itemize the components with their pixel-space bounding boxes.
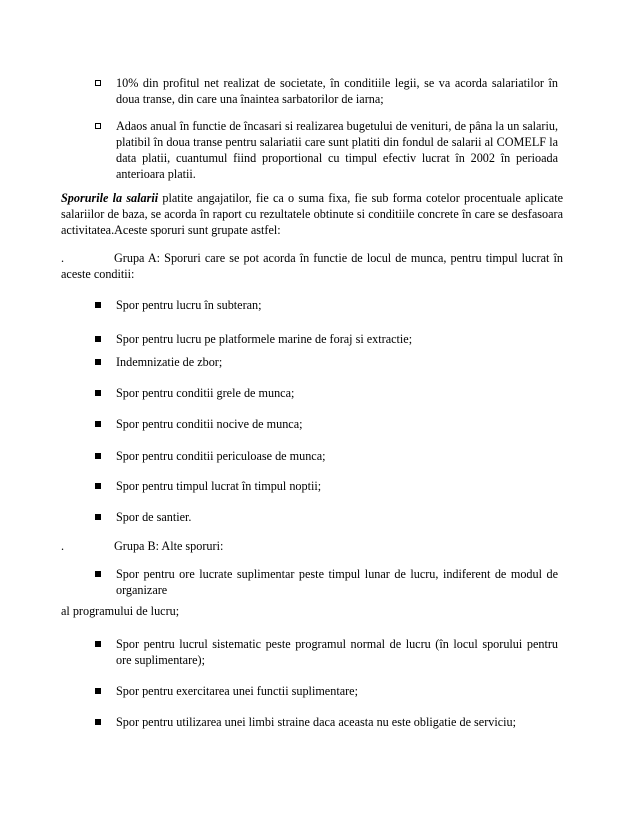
filled-square-bullet-icon: [95, 416, 101, 432]
list-item-text: Indemnizatie de zbor;: [116, 355, 223, 369]
filled-square-bullet-icon: [95, 354, 101, 370]
filled-square-bullet-icon: [95, 636, 101, 652]
list-item-text: Spor pentru timpul lucrat în timpul noptii;: [116, 479, 322, 493]
group-a-text: Grupa A: Sporuri care se pot acorda în functie de locul de munca, pentru timpul lucrat în aceste conditii:: [61, 251, 563, 281]
group-b-text: Grupa B: Alte sporuri:: [114, 539, 224, 553]
filled-square-bullet-icon: [95, 478, 101, 494]
filled-square-bullet-icon: [95, 683, 101, 699]
filled-square-bullet-icon: [95, 714, 101, 730]
hollow-square-bullet-icon: [95, 118, 101, 134]
paragraph-text: platite angajatilor, fie ca o suma fixa, fie sub forma cotelor procentuale aplicate salariilor de baza, se acorda în raport cu rezultatele obtinute si conditiile concrete în care se desfasoara activitatea.Aceste sporuri sunt grupate astfel:: [61, 191, 563, 237]
list-item-text: Spor pentru conditii grele de munca;: [116, 386, 295, 400]
filled-square-bullet-icon: [95, 448, 101, 464]
hollow-square-bullet-icon: [95, 75, 101, 91]
filled-square-bullet-icon: [95, 331, 101, 347]
list-item-text: Spor pentru lucrul sistematic peste programul normal de lucru (în locul sporului pentru ore suplimentare);: [116, 637, 558, 667]
filled-square-bullet-icon: [95, 509, 101, 525]
filled-square-bullet-icon: [95, 297, 101, 313]
list-item-text: Adaos anual în functie de încasari si realizarea bugetului de venituri, de pâna la un salariu, platibil în doua transe pentru salariatii care sunt platiti din fondul de salarii al COMELF la data platii, cuantumul fiind proportional cu timpul efectiv lucrat în 2002 în perioada anterioara platii.: [116, 119, 558, 181]
list-item-text: Spor pentru exercitarea unei functii suplimentare;: [116, 684, 358, 698]
paragraph-lead: Sporurile la salarii: [61, 191, 159, 205]
list-item-text: 10% din profitul net realizat de societate, în conditiile legii, se va acorda salariatilor în doua transe, din care una înaintea sarbatorilor de iarna;: [116, 76, 558, 106]
list-item-text: Spor pentru lucru pe platformele marine de foraj si extractie;: [116, 332, 413, 346]
sporuri-paragraph: [61, 190, 563, 238]
list-item-text: Spor pentru conditii nocive de munca;: [116, 417, 303, 431]
list-item-text: Spor pentru conditii periculoase de munca;: [116, 449, 326, 463]
group-marker: .: [61, 251, 65, 265]
continuation-text: al programului de lucru;: [61, 604, 180, 618]
list-item-text: Spor de santier.: [116, 510, 192, 524]
filled-square-bullet-icon: [95, 385, 101, 401]
list-item-text: Spor pentru utilizarea unei limbi straine daca aceasta nu este obligatie de serviciu;: [116, 715, 517, 729]
list-item-text: Spor pentru ore lucrate suplimentar peste timpul lunar de lucru, indiferent de modul de organizare: [116, 567, 558, 597]
filled-square-bullet-icon: [95, 566, 101, 582]
list-item-text: Spor pentru lucru în subteran;: [116, 298, 262, 312]
group-marker: .: [61, 539, 65, 553]
